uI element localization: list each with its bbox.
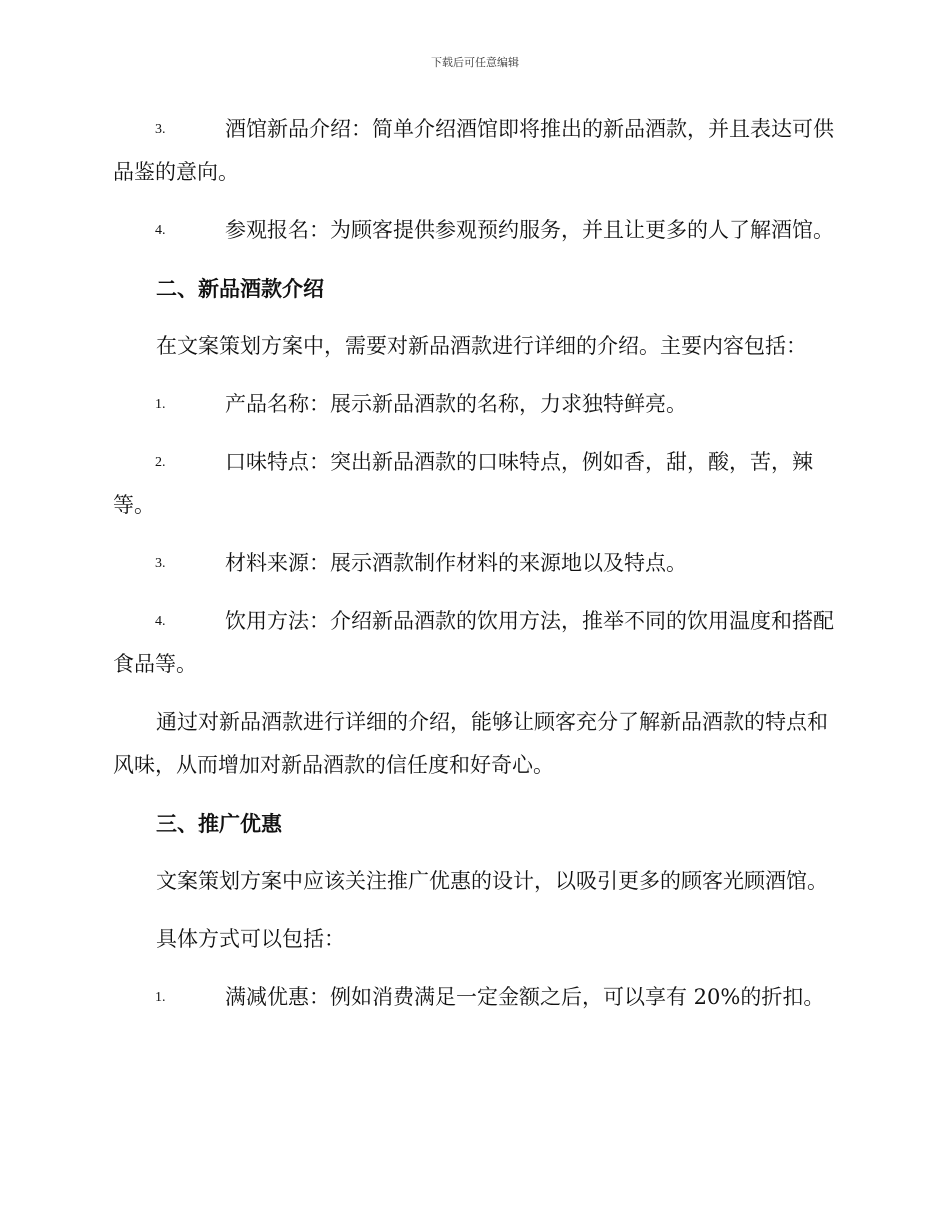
list-item [113,976,838,1019]
paragraph: 文案策划方案中应该关注推广优惠的设计，以吸引更多的顾客光顾酒馆。 [156,869,828,893]
paragraph: 通过对新品酒款进行详细的介绍，能够让顾客充分了解新品酒款的特点和风味，从而增加对新品酒款的信任度和好奇心。 [113,710,828,777]
list-number: 2. [155,455,166,470]
list-item-text: 材料来源：展示酒款制作材料的来源地以及特点。 [225,551,687,575]
list-item-text: 产品名称：展示新品酒款的名称，力求独特鲜亮。 [225,392,687,416]
list-item [113,209,838,252]
list-number: 3. [155,122,166,137]
list-number: 3. [155,556,166,571]
list-item-text: 酒馆新品介绍：简单介绍酒馆即将推出的新品酒款，并且表达可供品鉴的意向。 [113,117,834,184]
list-number: 4. [155,614,166,629]
document-body [113,108,838,1034]
list-item [113,441,838,527]
page-header: 下载后可任意编辑 [431,56,519,69]
list-number: 1. [155,397,166,412]
list-item-text: 参观报名：为顾客提供参观预约服务，并且让更多的人了解酒馆。 [225,218,834,242]
list-item-text: 满减优惠：例如消费满足一定金额之后，可以享有 20%的折扣。 [225,985,825,1009]
list-item [113,542,838,585]
section-heading: 二、新品酒款介绍 [156,276,324,301]
section-heading: 三、推广优惠 [156,811,282,836]
list-item-text: 口味特点：突出新品酒款的口味特点，例如香，甜，酸，苦，辣等。 [113,450,813,517]
list-number: 4. [155,223,166,238]
paragraph: 在文案策划方案中，需要对新品酒款进行详细的介绍。主要内容包括： [156,334,807,358]
paragraph: 具体方式可以包括： [156,927,345,951]
list-item [113,600,838,686]
list-item [113,108,838,194]
list-item [113,383,838,426]
list-item-text: 饮用方法：介绍新品酒款的饮用方法，推举不同的饮用温度和搭配食品等。 [113,609,834,676]
list-number: 1. [155,990,166,1005]
